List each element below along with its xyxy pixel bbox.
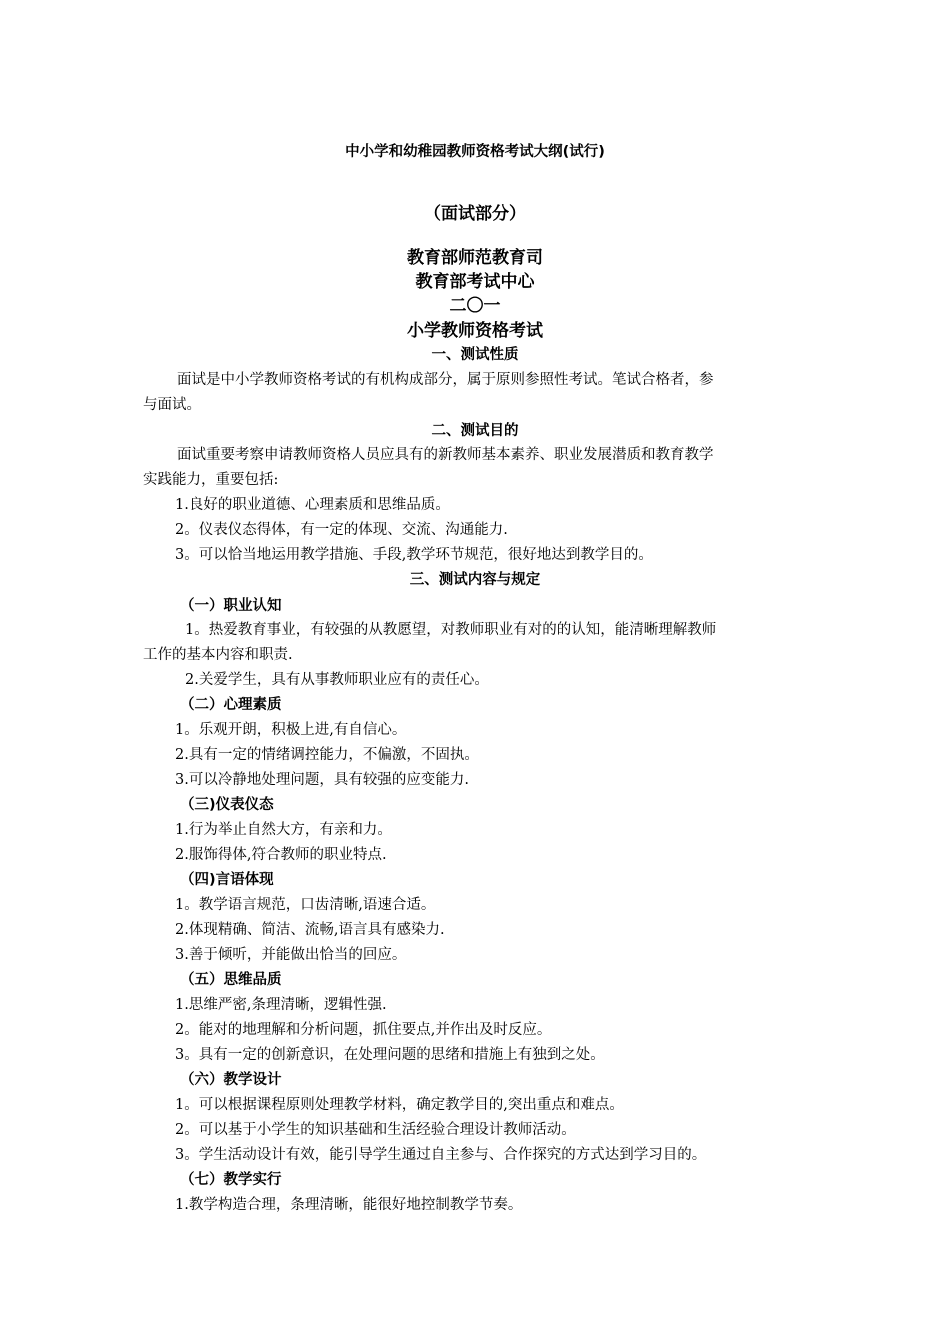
subsection-heading: （五）思维品质 xyxy=(180,972,282,988)
list-item: 2。可以基于小学生的知识基础和生活经验合理设计教师活动。 xyxy=(175,1122,576,1138)
list-item: 3。学生活动设计有效，能引导学生通过自主参与、合作探究的方式达到学习目的。 xyxy=(175,1147,707,1163)
list-item: 2.关爱学生，具有从事教师职业应有的责任心。 xyxy=(185,672,489,688)
list-item: 1.行为举止自然大方，有亲和力。 xyxy=(175,822,392,838)
list-item: 2.服饰得体,符合教师的职业特点. xyxy=(175,847,387,863)
list-item: 2.体现精确、简洁、流畅,语言具有感染力. xyxy=(175,922,445,938)
subsection-heading: （一）职业认知 xyxy=(180,598,282,614)
section-heading: 一、测试性质 xyxy=(431,347,519,363)
list-item: 1。乐观开朗，积极上进,有自信心。 xyxy=(175,722,407,738)
org-line-2: 教育部考试中心 xyxy=(415,272,535,292)
paragraph-line: 面试重要考察申请教师资格人员应具有的新教师基本素养、职业发展潜质和教育教学 xyxy=(177,447,714,463)
list-item: 1.良好的职业道德、心理素质和思维品质。 xyxy=(175,497,450,513)
paragraph-line: 工作的基本内容和职责. xyxy=(143,647,293,663)
list-item: 1.思维严密,条理清晰，逻辑性强. xyxy=(175,997,387,1013)
paragraph-line: 实践能力，重要包括: xyxy=(143,472,279,488)
main-title: 中小学和幼稚园教师资格考试大纲(试行) xyxy=(345,144,605,160)
paragraph-line: 1。热爱教育事业，有较强的从教愿望，对教师职业有对的的认知，能清晰理解教师 xyxy=(185,622,717,638)
subsection-heading: （六）教学设计 xyxy=(180,1072,282,1088)
list-item: 1。教学语言规范，口齿清晰,语速合适。 xyxy=(175,897,436,913)
org-line-1: 教育部师范教育司 xyxy=(407,248,543,268)
list-item: 2。能对的地理解和分析问题，抓住要点,并作出及时反应。 xyxy=(175,1022,552,1038)
year-line: 二〇一 xyxy=(449,296,501,316)
list-item: 1.教学构造合理，条理清晰，能很好地控制教学节奏。 xyxy=(175,1197,523,1213)
exam-title: 小学教师资格考试 xyxy=(407,321,543,341)
list-item: 3。具有一定的创新意识，在处理问题的思绪和措施上有独到之处。 xyxy=(175,1047,605,1063)
subsection-heading: （四)言语体现 xyxy=(180,872,274,888)
list-item: 2.具有一定的情绪调控能力，不偏激，不固执。 xyxy=(175,747,479,763)
list-item: 3。可以恰当地运用教学措施、手段,教学环节规范，很好地达到教学目的。 xyxy=(175,547,653,563)
subtitle: （面试部分） xyxy=(424,204,526,224)
subsection-heading: （三)仪表仪态 xyxy=(180,797,274,813)
subsection-heading: （二）心理素质 xyxy=(180,697,282,713)
paragraph-line: 与面试。 xyxy=(143,397,201,413)
subsection-heading: （七）教学实行 xyxy=(180,1172,282,1188)
paragraph-line: 面试是中小学教师资格考试的有机构成部分，属于原则参照性考试。笔试合格者，参 xyxy=(177,372,714,388)
section-heading: 三、测试内容与规定 xyxy=(409,572,541,588)
section-heading: 二、测试目的 xyxy=(431,423,519,439)
list-item: 1。可以根据课程原则处理教学材料，确定教学目的,突出重点和难点。 xyxy=(175,1097,624,1113)
list-item: 2。仪表仪态得体，有一定的体现、交流、沟通能力. xyxy=(175,522,508,538)
list-item: 3.善于倾听，并能做出恰当的回应。 xyxy=(175,947,407,963)
list-item: 3.可以冷静地处理问题，具有较强的应变能力. xyxy=(175,772,469,788)
